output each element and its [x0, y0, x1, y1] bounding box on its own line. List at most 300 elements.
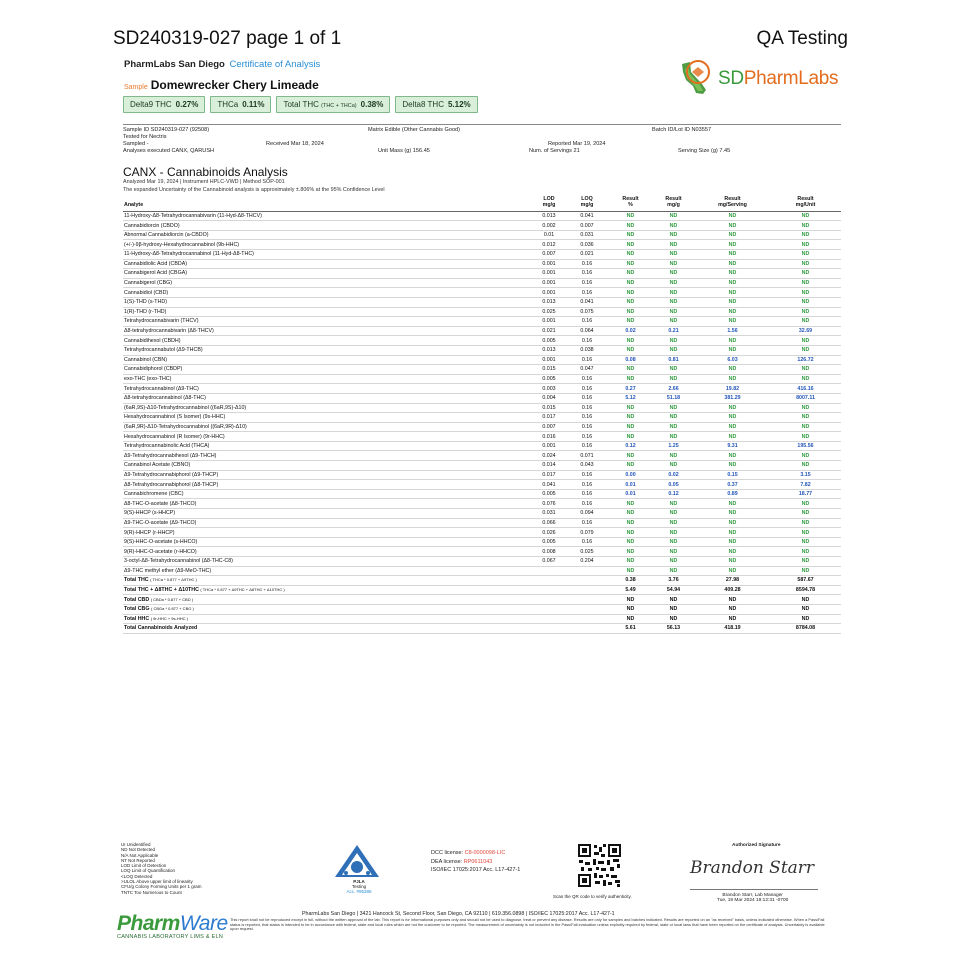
total-value: 0.38 — [609, 576, 652, 586]
total-formula: ( THCa * 0.877 + Δ9THC + Δ8THC + Δ10THC ) — [200, 587, 285, 593]
cell-loq: 0.16 — [565, 384, 609, 394]
cell-result-unit: ND — [770, 345, 841, 355]
cell-lod: 0.004 — [533, 393, 565, 403]
cell-loq: 0.16 — [565, 278, 609, 288]
col-unit: mg/Unit — [795, 201, 816, 208]
dea-label: DEA license: — [431, 858, 463, 865]
cell-lod: 0.007 — [533, 422, 565, 432]
cell-loq: 0.043 — [565, 461, 609, 471]
cell-result-mgg: ND — [652, 451, 695, 461]
cell-result-serving: ND — [695, 250, 770, 260]
table-row — [123, 461, 841, 471]
abbreviation-legend: UI Unidentified ND Not Detected N/A Not Applicable NT Not Reported LOD Limit of Detection LOQ Limit of Quantification <LOQ Detected >ULOL Above upper limit of linearity CFU/g Colony Forming Units per 1 gram TNTC Too Numerous to Count — [121, 842, 202, 895]
cell-analyte: Cannabidihexol (CBDH) — [123, 336, 533, 346]
total-formula: ( CBGa * 0.877 + CBG ) — [151, 606, 194, 612]
cell-loq: 0.16 — [565, 288, 609, 298]
cell-analyte: 1(S)-THD (s-THD) — [123, 297, 533, 307]
sample-line — [124, 78, 319, 92]
doc-type: Certificate of Analysis — [229, 59, 321, 70]
cell-analyte: exo-THC (exo-THC) — [123, 374, 533, 384]
cell-analyte: Tetrahydrocannabivarin (THCV) — [123, 317, 533, 327]
cell-analyte: Cannabinol (CBN) — [123, 355, 533, 365]
cell-result-pct: ND — [609, 451, 652, 461]
cell-result-mgg: ND — [652, 413, 695, 423]
cell-result-unit: ND — [770, 278, 841, 288]
chip-delta9 — [123, 96, 205, 113]
cell-result-pct: 0.02 — [609, 326, 652, 336]
cell-lod: 0.015 — [533, 403, 565, 413]
page-title: SD240319-027 page 1 of 1 — [113, 28, 342, 49]
cell-analyte: Δ9-Tetrahydrocannabiphorol (Δ9-THCP) — [123, 470, 533, 480]
table-row — [123, 317, 841, 327]
empty-cell — [533, 604, 565, 614]
total-value: 418.19 — [695, 624, 770, 634]
col-unit: mg/g — [580, 201, 594, 208]
cell-loq: 0.16 — [565, 259, 609, 269]
cell-analyte: 3-octyl-Δ8-Tetrahydrocannabinol (Δ8-THC-C8) — [123, 557, 533, 567]
cell-result-pct: ND — [609, 221, 652, 231]
table-row — [123, 528, 841, 538]
cell-lod: 0.005 — [533, 537, 565, 547]
cell-result-unit: 7.82 — [770, 480, 841, 490]
signature-line — [690, 889, 818, 890]
cell-result-unit: ND — [770, 451, 841, 461]
table-row — [123, 211, 841, 221]
qr-caption: Scan the QR code to verify authenticity. — [553, 894, 632, 899]
chip-label: Delta8 THC — [402, 100, 444, 109]
cell-result-serving: ND — [695, 566, 770, 576]
cell-result-serving: ND — [695, 230, 770, 240]
table-row — [123, 499, 841, 509]
cell-result-serving: ND — [695, 269, 770, 279]
chip-value: 5.12% — [447, 100, 471, 109]
cell-analyte: Cannabidiorcin (CBDO) — [123, 221, 533, 231]
cell-result-pct: ND — [609, 413, 652, 423]
cell-result-serving: ND — [695, 509, 770, 519]
total-value: ND — [770, 595, 841, 605]
cell-lod: 0.005 — [533, 374, 565, 384]
cell-result-mgg: ND — [652, 528, 695, 538]
cell-result-mgg: ND — [652, 365, 695, 375]
cell-result-unit: ND — [770, 547, 841, 557]
cell-result-serving: ND — [695, 528, 770, 538]
cell-result-pct: ND — [609, 211, 652, 221]
cell-result-unit: ND — [770, 528, 841, 538]
cell-result-unit: 416.16 — [770, 384, 841, 394]
cell-analyte: 9(R)-HHCP (r-HHCP) — [123, 528, 533, 538]
chip-label: Delta9 THC — [130, 100, 172, 109]
pharmware-subtitle: CANNABIS LABORATORY LIMS & ELN — [117, 934, 223, 940]
table-row — [123, 240, 841, 250]
cell-result-serving: ND — [695, 403, 770, 413]
cell-result-mgg: ND — [652, 288, 695, 298]
cell-result-serving: ND — [695, 547, 770, 557]
cell-result-unit: 126.72 — [770, 355, 841, 365]
qr-code-icon[interactable] — [577, 843, 622, 888]
summary-chips — [123, 96, 478, 113]
cell-loq: 0.16 — [565, 355, 609, 365]
california-map-icon — [676, 58, 720, 98]
table-row — [123, 384, 841, 394]
table-row — [123, 480, 841, 490]
cell-result-mgg: 0.12 — [652, 489, 695, 499]
cell-loq: 0.16 — [565, 489, 609, 499]
total-row — [123, 624, 841, 634]
empty-cell — [533, 585, 565, 595]
cell-lod: 0.013 — [533, 211, 565, 221]
total-label: Total THC + Δ8THC + Δ10THC — [124, 587, 199, 594]
cell-result-pct: ND — [609, 297, 652, 307]
cell-lod: 0.005 — [533, 336, 565, 346]
cell-analyte: Δ8-tetrahydrocannabivarin (Δ8-THCV) — [123, 326, 533, 336]
signature-header: Authorized Signature — [732, 843, 781, 848]
cell-result-pct: ND — [609, 537, 652, 547]
cell-result-unit: ND — [770, 269, 841, 279]
total-value: ND — [770, 604, 841, 614]
cell-loq: 0.094 — [565, 509, 609, 519]
table-row — [123, 326, 841, 336]
table-row — [123, 221, 841, 231]
cell-analyte: Abnormal Cannabidiorcin (a-CBDO) — [123, 230, 533, 240]
cell-result-mgg: 0.05 — [652, 480, 695, 490]
table-row — [123, 441, 841, 451]
chip-thca — [210, 96, 271, 113]
cell-result-pct: ND — [609, 230, 652, 240]
cell-result-unit: ND — [770, 250, 841, 260]
license-info — [431, 849, 520, 875]
total-label-cell — [123, 595, 533, 605]
cell-result-mgg: ND — [652, 269, 695, 279]
cell-result-pct: ND — [609, 509, 652, 519]
section-title: CANX - Cannabinoids Analysis — [123, 165, 288, 179]
col-result-pct — [609, 196, 652, 211]
cell-lod: 0.008 — [533, 547, 565, 557]
table-row — [123, 355, 841, 365]
cell-result-serving: 0.37 — [695, 480, 770, 490]
cell-result-unit: ND — [770, 403, 841, 413]
total-label: Total CBD — [124, 596, 150, 603]
empty-cell — [565, 614, 609, 624]
pjla-text — [340, 879, 378, 894]
table-row — [123, 557, 841, 567]
cell-result-serving: ND — [695, 211, 770, 221]
table-row — [123, 288, 841, 298]
cell-analyte: Δ9-THC methyl ether (Δ9-MeO-THC) — [123, 566, 533, 576]
table-row — [123, 374, 841, 384]
cell-result-pct: ND — [609, 461, 652, 471]
total-value: ND — [609, 604, 652, 614]
total-value: 5.49 — [609, 585, 652, 595]
cell-result-mgg: ND — [652, 230, 695, 240]
total-row — [123, 604, 841, 614]
table-row — [123, 509, 841, 519]
cell-analyte: Cannabigerol (CBG) — [123, 278, 533, 288]
cell-analyte: Δ9-Tetrahydrocannabihexol (Δ9-THCH) — [123, 451, 533, 461]
cell-result-pct: ND — [609, 528, 652, 538]
col-unit: mg/g — [667, 201, 680, 208]
cell-loq: 0.041 — [565, 297, 609, 307]
cell-result-pct: ND — [609, 250, 652, 260]
pjla-sub: Testing — [351, 884, 367, 889]
cell-result-serving: ND — [695, 317, 770, 327]
col-label: LOQ — [581, 196, 593, 202]
cell-loq: 0.075 — [565, 307, 609, 317]
col-unit: mg/g — [542, 201, 556, 208]
total-label-cell — [123, 604, 533, 614]
cell-lod: 0.005 — [533, 489, 565, 499]
section-subtitle: Analyzed Mar 19, 2024 | Instrument HPLC-VWD | Method SOP-001 — [123, 179, 285, 185]
cell-result-unit: ND — [770, 230, 841, 240]
cell-analyte: Cannabinol Acetate (CBNO) — [123, 461, 533, 471]
table-row — [123, 422, 841, 432]
cell-result-unit: ND — [770, 259, 841, 269]
cell-lod: 0.001 — [533, 269, 565, 279]
cell-result-unit: ND — [770, 461, 841, 471]
total-value: 27.98 — [695, 576, 770, 586]
total-label: Total Cannabinoids Analyzed — [124, 625, 198, 632]
cell-result-unit: ND — [770, 374, 841, 384]
chip-sub: (THC + THCa) — [321, 103, 357, 109]
cell-result-mgg: ND — [652, 566, 695, 576]
table-row — [123, 259, 841, 269]
chip-delta8 — [395, 96, 477, 113]
total-row — [123, 576, 841, 586]
sample-tag: Sample — [124, 84, 148, 91]
total-value: ND — [695, 595, 770, 605]
cell-result-mgg: ND — [652, 403, 695, 413]
signatory-date: Tue, 19 Mar 2024 19:12:31 -0700 — [717, 898, 789, 904]
cell-result-unit: ND — [770, 307, 841, 317]
cell-lod: 0.017 — [533, 470, 565, 480]
meta-row — [123, 127, 841, 134]
cell-result-pct: 0.00 — [609, 470, 652, 480]
lab-line — [124, 59, 320, 70]
cell-loq: 0.16 — [565, 480, 609, 490]
cell-lod: 0.013 — [533, 297, 565, 307]
cell-analyte: (6aR,9R)-Δ10-Tetrahydrocannabinol ((6aR,9R)-Δ10) — [123, 422, 533, 432]
cell-analyte: Hexahydrocannabinol (S Isomer) (9s-HHC) — [123, 413, 533, 423]
meta-unit-mass: Unit Mass (g) 156.45 — [378, 148, 430, 154]
cell-result-unit: 18.77 — [770, 489, 841, 499]
cell-result-serving: 381.29 — [695, 393, 770, 403]
cell-lod: 0.001 — [533, 355, 565, 365]
cell-result-pct: ND — [609, 365, 652, 375]
signatory — [717, 893, 788, 904]
cell-analyte: 11-Hydroxy-Δ8-Tetrahydrocannabivarin (11-Hyd-Δ8-THCV) — [123, 211, 533, 221]
chip-total-thc — [276, 96, 390, 113]
empty-cell — [533, 595, 565, 605]
cell-result-pct: ND — [609, 269, 652, 279]
cell-result-mgg: ND — [652, 422, 695, 432]
meta-reported: Reported Mar 19, 2024 — [548, 141, 606, 147]
cell-result-serving: ND — [695, 365, 770, 375]
cell-lod: 0.013 — [533, 345, 565, 355]
dcc-license — [431, 849, 520, 858]
cell-result-serving: ND — [695, 345, 770, 355]
cell-loq — [565, 566, 609, 576]
chip-value: 0.27% — [175, 100, 199, 109]
cell-result-unit: ND — [770, 557, 841, 567]
col-result-mgg — [652, 196, 695, 211]
cell-result-serving: 0.89 — [695, 489, 770, 499]
empty-cell — [565, 585, 609, 595]
dcc-label: DCC license: — [431, 850, 464, 856]
table-row — [123, 230, 841, 240]
table-row — [123, 470, 841, 480]
total-value: ND — [770, 614, 841, 624]
cell-result-unit: ND — [770, 288, 841, 298]
cell-analyte: Cannabidiol (CBD) — [123, 288, 533, 298]
meta-sampled: Sampled - — [123, 141, 149, 147]
lab-name: PharmLabs San Diego — [124, 59, 225, 70]
cell-result-unit: 8007.11 — [770, 393, 841, 403]
total-label-cell — [123, 585, 533, 595]
cell-result-serving: ND — [695, 374, 770, 384]
cell-analyte: Δ8-THC-O-acetate (Δ8-THCO) — [123, 499, 533, 509]
pharmware-b: Ware — [179, 912, 228, 935]
empty-cell — [565, 576, 609, 586]
cell-result-pct: ND — [609, 336, 652, 346]
table-row — [123, 489, 841, 499]
col-result-unit — [770, 196, 841, 211]
meta-row — [123, 141, 841, 148]
pjla-label: PJLA — [353, 879, 365, 884]
cell-result-serving: ND — [695, 221, 770, 231]
cell-result-unit: ND — [770, 537, 841, 547]
cell-loq: 0.16 — [565, 336, 609, 346]
cell-result-mgg: 0.21 — [652, 326, 695, 336]
cell-result-mgg: 0.02 — [652, 470, 695, 480]
total-label-cell — [123, 614, 533, 624]
dea-value: RP0611043 — [463, 858, 493, 865]
meta-sample-id: Sample ID SD240319-027 (92508) — [123, 127, 210, 133]
total-formula: ( 9r-HHC + 9s-HHC ) — [150, 615, 188, 621]
empty-cell — [533, 576, 565, 586]
cell-analyte: (6aR,9S)-Δ10-Tetrahydrocannabinol ((6aR,9S)-Δ10) — [123, 403, 533, 413]
cell-analyte: 11-Hydroxy-Δ8-Tetrahydrocannabinol (11-Hyd-Δ8-THC) — [123, 250, 533, 260]
cell-result-pct: ND — [609, 345, 652, 355]
logo-sd: SD — [718, 68, 744, 89]
cell-analyte: Δ8-tetrahydrocannabinol (Δ8-THC) — [123, 393, 533, 403]
cell-lod: 0.076 — [533, 499, 565, 509]
meta-analyses: Analyses executed CANX, QARUSH — [123, 148, 215, 154]
table-row — [123, 451, 841, 461]
cell-lod: 0.014 — [533, 461, 565, 471]
total-value: 5.61 — [609, 624, 652, 634]
cell-result-mgg: ND — [652, 557, 695, 567]
sample-metadata — [123, 124, 841, 155]
cell-analyte: Δ9-THC-O-acetate (Δ9-THCO) — [123, 518, 533, 528]
total-row — [123, 614, 841, 624]
empty-cell — [565, 595, 609, 605]
table-row — [123, 537, 841, 547]
cell-result-pct: ND — [609, 288, 652, 298]
col-label: LOD — [543, 196, 555, 202]
cell-loq: 0.16 — [565, 537, 609, 547]
cell-analyte: 9(R)-HHC-O-acetate (r-HHCO) — [123, 547, 533, 557]
cell-result-pct: 5.12 — [609, 393, 652, 403]
cell-result-mgg: ND — [652, 518, 695, 528]
cell-result-mgg: ND — [652, 461, 695, 471]
cell-lod: 0.001 — [533, 441, 565, 451]
cell-loq: 0.16 — [565, 499, 609, 509]
cell-analyte: Cannabidiphorol (CBDP) — [123, 365, 533, 375]
cell-result-unit: ND — [770, 317, 841, 327]
cell-result-unit: 32.69 — [770, 326, 841, 336]
cell-lod: 0.001 — [533, 317, 565, 327]
cell-result-unit: ND — [770, 518, 841, 528]
cell-lod: 0.026 — [533, 528, 565, 538]
cell-lod: 0.003 — [533, 384, 565, 394]
cell-result-mgg: ND — [652, 250, 695, 260]
cell-result-serving: 6.03 — [695, 355, 770, 365]
cell-analyte: Cannabidiolic Acid (CBDA) — [123, 259, 533, 269]
total-value: ND — [652, 604, 695, 614]
table-row — [123, 403, 841, 413]
cell-result-serving: ND — [695, 307, 770, 317]
meta-servings: Num. of Servings 21 — [529, 148, 580, 154]
col-label: Result — [797, 196, 814, 202]
table-row — [123, 336, 841, 346]
cell-result-mgg: ND — [652, 345, 695, 355]
sample-name: Domewrecker Chery Limeade — [150, 78, 319, 92]
empty-cell — [533, 624, 565, 634]
cell-lod: 0.015 — [533, 365, 565, 375]
cell-analyte: 1(R)-THD (r-THD) — [123, 307, 533, 317]
cell-result-mgg: ND — [652, 240, 695, 250]
cell-result-serving: ND — [695, 518, 770, 528]
cell-result-unit: ND — [770, 211, 841, 221]
cell-result-pct: ND — [609, 374, 652, 384]
handwritten-signature: Brandon Starr — [690, 858, 815, 878]
table-row — [123, 307, 841, 317]
meta-row — [123, 134, 841, 141]
cell-result-serving: ND — [695, 297, 770, 307]
cell-analyte: Tetrahydrocannabinolic Acid (THCA) — [123, 441, 533, 451]
cell-lod: 0.025 — [533, 307, 565, 317]
total-value: 8594.78 — [770, 585, 841, 595]
total-value: 8784.08 — [770, 624, 841, 634]
cell-loq: 0.16 — [565, 393, 609, 403]
cell-result-pct: ND — [609, 432, 652, 442]
meta-serving-size: Serving Size (g) 7.45 — [678, 148, 731, 154]
cell-analyte: Tetrahydrocannabutol (Δ9-THCB) — [123, 345, 533, 355]
empty-cell — [565, 604, 609, 614]
cell-result-pct: 0.01 — [609, 480, 652, 490]
total-value: 587.67 — [770, 576, 841, 586]
cell-loq: 0.038 — [565, 345, 609, 355]
cell-lod: 0.012 — [533, 240, 565, 250]
cell-lod: 0.067 — [533, 557, 565, 567]
meta-row — [123, 148, 841, 155]
table-row — [123, 345, 841, 355]
cell-result-mgg: ND — [652, 374, 695, 384]
cell-result-mgg: ND — [652, 336, 695, 346]
col-unit: mg/Serving — [718, 201, 747, 208]
cell-result-pct: ND — [609, 566, 652, 576]
total-row — [123, 585, 841, 595]
chip-label: Total THC — [283, 100, 319, 109]
pjla-acc: Acc. #95386 — [346, 889, 372, 894]
cell-loq: 0.16 — [565, 413, 609, 423]
cell-result-unit: 195.56 — [770, 441, 841, 451]
cell-result-serving: ND — [695, 557, 770, 567]
cell-lod — [533, 566, 565, 576]
cell-lod: 0.001 — [533, 288, 565, 298]
col-label: Result — [665, 196, 682, 202]
cell-lod: 0.001 — [533, 278, 565, 288]
cell-result-pct: ND — [609, 547, 652, 557]
